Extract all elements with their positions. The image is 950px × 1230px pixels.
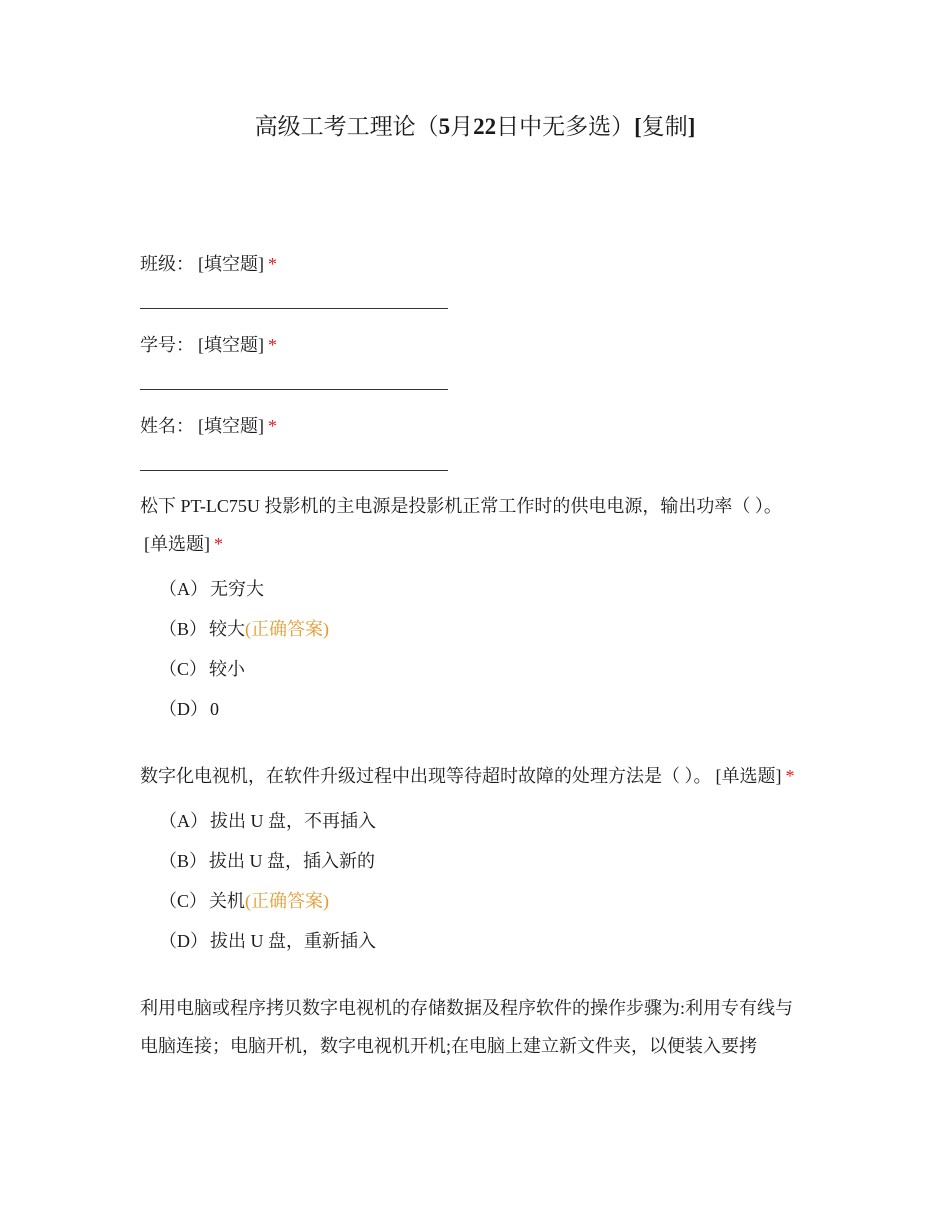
field-label: 班级： [140, 254, 194, 274]
option-list [140, 569, 805, 729]
field-class [140, 244, 805, 325]
title-number-1: 5 [438, 114, 451, 139]
title-part-2: 月 [450, 114, 474, 139]
option-list [140, 801, 805, 961]
option-c[interactable] [140, 649, 805, 689]
option-letter: （B） [159, 619, 208, 639]
question-type-tag: [填空题] [198, 335, 264, 355]
field-name [140, 406, 805, 487]
field-student-id [140, 325, 805, 406]
option-text: 拔出 U 盘，不再插入 [210, 811, 376, 831]
title-bracket-open: [ [634, 114, 642, 139]
option-d[interactable] [140, 921, 805, 961]
questionnaire-content [140, 244, 805, 1065]
required-mark: * [268, 416, 277, 436]
option-text: 较大 [209, 619, 246, 639]
question-stem: 数字化电视机，在软件升级过程中出现等待超时故障的处理方法是（ ）。 [140, 766, 712, 786]
question-type-tag: [填空题] [198, 416, 264, 436]
question-2 [140, 757, 805, 961]
option-text: 无穷大 [210, 579, 264, 599]
answer-blank-line[interactable] [140, 284, 448, 309]
option-text: 拔出 U 盘，重新插入 [210, 931, 376, 951]
field-label: 姓名： [140, 416, 194, 436]
question-type-tag: [单选题] [144, 534, 210, 554]
answer-blank-line[interactable] [140, 446, 448, 471]
question-type-tag: [单选题] [715, 766, 782, 786]
option-letter: （A） [159, 811, 208, 831]
title-bracket-close: ] [687, 114, 696, 139]
option-a[interactable] [140, 801, 805, 841]
required-mark: * [214, 534, 223, 554]
option-a[interactable] [140, 569, 805, 609]
field-label-row [140, 406, 805, 446]
required-mark: * [268, 254, 277, 274]
option-d[interactable] [140, 689, 805, 729]
option-letter: （A） [159, 579, 208, 599]
question-stem: 松下 PT-LC75U 投影机的主电源是投影机正常工作时的供电电源，输出功率（ ）。 [140, 496, 782, 516]
option-letter: （D） [159, 931, 208, 951]
correct-answer-flag: (正确答案) [245, 891, 330, 911]
field-label-row [140, 244, 805, 284]
option-b[interactable] [140, 609, 805, 649]
correct-answer-flag: (正确答案) [245, 619, 330, 639]
title-number-2: 22 [473, 114, 497, 139]
option-b[interactable] [140, 841, 805, 881]
question-1 [140, 487, 805, 729]
option-text: 0 [210, 699, 219, 719]
question-text [140, 757, 805, 795]
title-part-1: 高级工考工理论（ [254, 114, 439, 139]
answer-blank-line[interactable] [140, 365, 448, 390]
question-text [140, 487, 805, 563]
question-3-text: 利用电脑或程序拷贝数字电视机的存储数据及程序软件的操作步骤为:利用专有线与电脑连接；电脑开机，数字电视机开机;在电脑上建立新文件夹，以便装入要拷 [140, 998, 793, 1056]
required-mark: * [268, 335, 277, 355]
option-text: 关机 [209, 891, 246, 911]
option-text: 拔出 U 盘，插入新的 [209, 851, 376, 871]
option-text: 较小 [209, 659, 246, 679]
question-type-tag: [填空题] [198, 254, 264, 274]
option-letter: （D） [159, 699, 208, 719]
field-label-row [140, 325, 805, 365]
option-letter: （B） [159, 851, 208, 871]
option-c[interactable] [140, 881, 805, 921]
required-mark: * [785, 766, 795, 786]
option-letter: （C） [159, 891, 208, 911]
title-copy-text: 复制 [641, 114, 688, 139]
option-letter: （C） [159, 659, 208, 679]
title-part-3: 日中无多选） [496, 114, 635, 139]
field-label: 学号： [140, 335, 194, 355]
document-title [0, 110, 950, 144]
